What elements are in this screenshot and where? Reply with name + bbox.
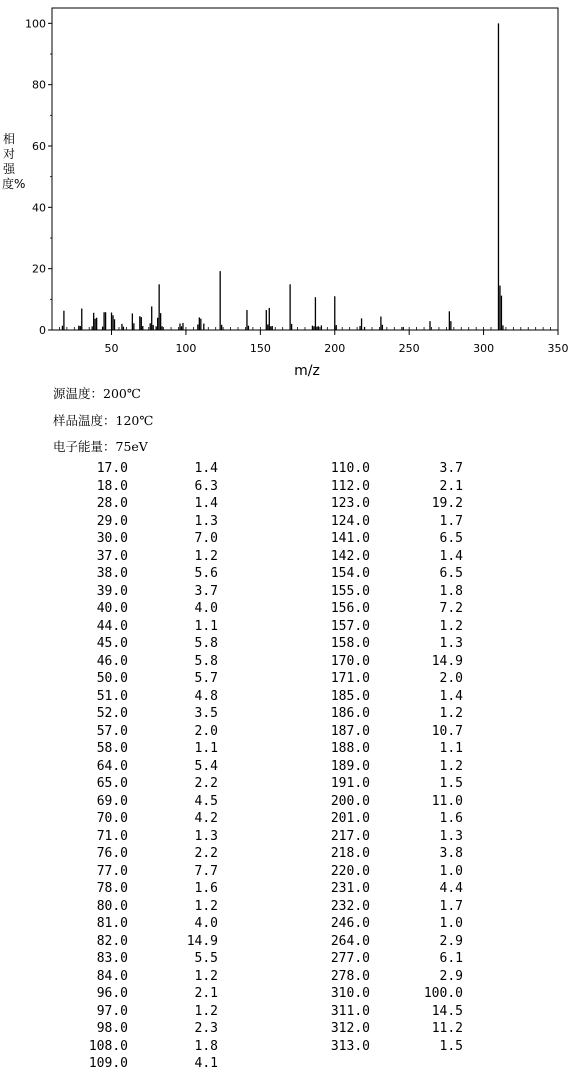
peak-row [300,758,463,776]
peak-mz: 156.0 [330,601,370,616]
peak-row [300,810,463,828]
peak-row [300,845,463,863]
peak-intensity: 1.7 [439,513,463,529]
x-axis-label: m/z [294,363,320,379]
peak-row [62,933,218,951]
x-tick-label: 100 [175,342,197,355]
peak-intensity: 3.7 [194,583,218,599]
peak-intensity: 1.3 [439,636,463,651]
peak-mz: 188.0 [330,741,370,756]
peak-mz: 17.0 [96,461,128,476]
peak-intensity: 1.2 [439,758,463,774]
peak-mz: 158.0 [330,636,370,651]
peak-row [300,968,463,986]
x-tick-label: 200 [324,342,346,355]
peak-row [62,565,218,583]
peak-intensity: 1.3 [194,513,218,529]
peak-table-left [62,460,218,1073]
peak-row [62,880,218,898]
peak-intensity: 3.7 [439,461,463,476]
peak-intensity: 2.1 [439,478,463,494]
peak-row [62,670,218,688]
peak-row [300,600,463,618]
peak-mz: 57.0 [96,723,128,739]
peak-intensity: 10.7 [431,723,463,739]
peak-mz: 80.0 [96,898,128,914]
peak-mz: 84.0 [96,968,128,984]
peak-intensity: 4.0 [194,916,218,931]
peak-mz: 170.0 [330,653,370,669]
peak-mz: 51.0 [96,688,128,704]
peak-row [62,583,218,601]
peak-row [300,653,463,671]
peak-mz: 83.0 [96,951,128,966]
peak-row [62,915,218,933]
peak-row [62,810,218,828]
plot-frame [52,8,558,330]
peak-row [300,863,463,881]
peak-intensity: 1.4 [439,548,463,564]
peak-row [300,985,463,1003]
peak-intensity: 1.2 [439,618,463,634]
peak-mz: 58.0 [96,741,128,756]
mass-spectrum-chart [0,0,570,385]
peak-mz: 108.0 [88,1038,128,1054]
peak-row [62,863,218,881]
peak-row [62,653,218,671]
peak-intensity: 5.4 [194,758,218,774]
peak-row [300,950,463,968]
peak-mz: 70.0 [96,811,128,826]
peak-mz: 81.0 [96,916,128,931]
peak-intensity: 4.4 [439,881,463,896]
peak-intensity: 2.9 [439,968,463,984]
peak-table-right [300,460,463,1055]
peak-row [300,513,463,531]
peak-row [300,1038,463,1056]
x-tick-label: 350 [547,342,569,355]
peak-intensity: 4.8 [194,688,218,704]
peak-intensity: 14.9 [186,933,218,949]
peak-mz: 311.0 [330,1003,370,1019]
peak-mz: 187.0 [330,723,370,739]
peak-intensity: 14.5 [431,1003,463,1019]
peak-mz: 98.0 [96,1021,128,1036]
peak-mz: 28.0 [96,496,128,511]
peak-mz: 45.0 [96,636,128,651]
y-tick-label: 60 [32,140,46,153]
peak-intensity: 4.5 [194,793,218,809]
peak-row [300,688,463,706]
peak-intensity: 1.1 [194,741,218,756]
peak-mz: 76.0 [96,846,128,861]
peak-row [62,950,218,968]
peak-mz: 69.0 [96,793,128,809]
peak-row [62,635,218,653]
peak-mz: 39.0 [96,583,128,599]
peak-mz: 155.0 [330,583,370,599]
peak-intensity: 11.2 [431,1021,463,1036]
peak-intensity: 5.8 [194,636,218,651]
peak-intensity: 5.6 [194,566,218,581]
peak-mz: 232.0 [330,898,370,914]
peak-intensity: 1.7 [439,898,463,914]
peak-intensity: 11.0 [431,793,463,809]
peak-mz: 246.0 [330,916,370,931]
peak-intensity: 6.5 [439,566,463,581]
peak-intensity: 5.8 [194,653,218,669]
peak-mz: 29.0 [96,513,128,529]
peak-row [300,775,463,793]
peak-mz: 313.0 [330,1038,370,1054]
peak-row [300,618,463,636]
peak-intensity: 2.0 [439,671,463,686]
peak-intensity: 2.1 [194,986,218,1001]
peak-mz: 231.0 [330,881,370,896]
peak-mz: 112.0 [330,478,370,494]
peak-intensity: 1.2 [194,1003,218,1019]
peak-row [62,460,218,478]
peak-mz: 217.0 [330,828,370,844]
peak-intensity: 7.7 [194,863,218,879]
peak-row [300,1003,463,1021]
peak-row [300,548,463,566]
peak-row [62,495,218,513]
peak-intensity: 1.5 [439,776,463,791]
peak-mz: 142.0 [330,548,370,564]
peak-intensity: 2.2 [194,776,218,791]
peak-mz: 77.0 [96,863,128,879]
peak-mz: 65.0 [96,776,128,791]
peak-row [300,705,463,723]
peak-row [300,565,463,583]
peak-mz: 110.0 [330,461,370,476]
peak-intensity: 1.8 [439,583,463,599]
peak-mz: 37.0 [96,548,128,564]
peak-mz: 185.0 [330,688,370,704]
peak-row [62,688,218,706]
peak-row [300,898,463,916]
peak-mz: 141.0 [330,531,370,546]
peak-mz: 124.0 [330,513,370,529]
peak-row [300,828,463,846]
peak-intensity: 1.4 [439,688,463,704]
peak-row [62,705,218,723]
y-axis [25,17,52,337]
peak-intensity: 100.0 [423,986,463,1001]
peak-row [62,775,218,793]
peak-mz: 278.0 [330,968,370,984]
peak-intensity: 1.0 [439,863,463,879]
x-tick-label: 300 [473,342,495,355]
peak-row [62,968,218,986]
peak-mz: 186.0 [330,706,370,721]
peak-intensity: 19.2 [431,496,463,511]
peak-row [300,495,463,513]
peak-row [300,740,463,758]
peak-mz: 46.0 [96,653,128,669]
peak-intensity: 1.8 [194,1038,218,1054]
peak-intensity: 2.2 [194,846,218,861]
peak-mz: 312.0 [330,1021,370,1036]
peak-row [62,530,218,548]
peak-intensity: 5.7 [194,671,218,686]
peak-intensity: 1.6 [194,881,218,896]
peak-row [300,933,463,951]
x-tick-label: 50 [104,342,119,355]
peak-intensity: 6.3 [194,478,218,494]
peak-intensity: 7.0 [194,531,218,546]
peak-row [62,513,218,531]
peak-mz: 123.0 [330,496,370,511]
x-tick-label: 250 [398,342,420,355]
peak-intensity: 14.9 [431,653,463,669]
peak-intensity: 4.0 [194,601,218,616]
peak-row [62,740,218,758]
peak-mz: 97.0 [96,1003,128,1019]
peak-mz: 191.0 [330,776,370,791]
peak-intensity: 1.2 [194,898,218,914]
peak-row [62,618,218,636]
peak-row [62,600,218,618]
peak-row [62,758,218,776]
y-tick-label: 100 [25,17,46,31]
peak-row [300,460,463,478]
peak-intensity: 2.0 [194,723,218,739]
peak-row [62,828,218,846]
peak-intensity: 3.8 [439,846,463,861]
x-axis [105,330,569,355]
peak-row [300,583,463,601]
peak-mz: 38.0 [96,566,128,581]
peak-mz: 18.0 [96,478,128,494]
peak-row [62,723,218,741]
peak-row [62,898,218,916]
peak-mz: 78.0 [96,881,128,896]
peak-mz: 200.0 [330,793,370,809]
electron-energy: 电子能量：75eV [53,439,148,454]
peak-intensity: 1.3 [439,828,463,844]
peak-intensity: 2.9 [439,933,463,949]
peak-intensity: 5.5 [194,951,218,966]
peak-mz: 310.0 [330,986,370,1001]
peak-mz: 50.0 [96,671,128,686]
peak-mz: 220.0 [330,863,370,879]
peak-intensity: 4.1 [194,1056,218,1071]
peak-mz: 154.0 [330,566,370,581]
peak-intensity: 4.2 [194,811,218,826]
peak-mz: 171.0 [330,671,370,686]
peak-row [62,478,218,496]
y-tick-label: 40 [32,201,46,215]
peak-intensity: 1.2 [194,968,218,984]
peak-row [62,1038,218,1056]
peak-intensity: 1.6 [439,811,463,826]
peak-intensity: 1.2 [194,548,218,564]
peak-mz: 30.0 [96,531,128,546]
peak-row [300,793,463,811]
peak-row [62,1020,218,1038]
peak-mz: 52.0 [96,706,128,721]
peak-mz: 109.0 [88,1056,128,1071]
peak-row [300,478,463,496]
peak-row [300,670,463,688]
peak-intensity: 3.5 [194,706,218,721]
peak-mz: 71.0 [96,828,128,844]
peak-row [300,530,463,548]
peak-row [62,845,218,863]
source-temperature: 源温度：200℃ [53,386,141,401]
peak-row [300,635,463,653]
peak-intensity: 1.1 [439,741,463,756]
peak-intensity: 6.1 [439,951,463,966]
peak-row [62,548,218,566]
peak-mz: 264.0 [330,933,370,949]
peak-intensity: 6.5 [439,531,463,546]
y-tick-label: 0 [39,324,46,337]
peak-mz: 277.0 [330,951,370,966]
peak-intensity: 2.3 [194,1021,218,1036]
peak-mz: 40.0 [96,601,128,616]
peak-row [300,1020,463,1038]
peak-mz: 82.0 [96,933,128,949]
peak-intensity: 7.2 [439,601,463,616]
peak-row [300,880,463,898]
peak-intensity: 1.1 [194,618,218,634]
peak-row [300,915,463,933]
peak-mz: 189.0 [330,758,370,774]
sample-temperature: 样品温度：120℃ [53,413,154,428]
peak-mz: 44.0 [96,618,128,634]
peak-mz: 157.0 [330,618,370,634]
peak-intensity: 1.4 [194,496,218,511]
peak-mz: 64.0 [96,758,128,774]
peak-intensity: 1.3 [194,828,218,844]
y-tick-label: 80 [32,78,46,92]
y-tick-label: 20 [32,262,46,276]
peak-mz: 218.0 [330,846,370,861]
peak-mz: 96.0 [96,986,128,1001]
x-tick-label: 150 [249,342,271,355]
spectrum-bars [62,23,503,330]
peak-mz: 201.0 [330,811,370,826]
y-axis-label: 相对强度% [2,132,26,191]
peak-row [62,1003,218,1021]
peak-row [300,723,463,741]
peak-intensity: 1.4 [194,461,218,476]
peak-intensity: 1.5 [439,1038,463,1054]
peak-row [62,985,218,1003]
peak-row [62,793,218,811]
peak-intensity: 1.0 [439,916,463,931]
peak-intensity: 1.2 [439,706,463,721]
